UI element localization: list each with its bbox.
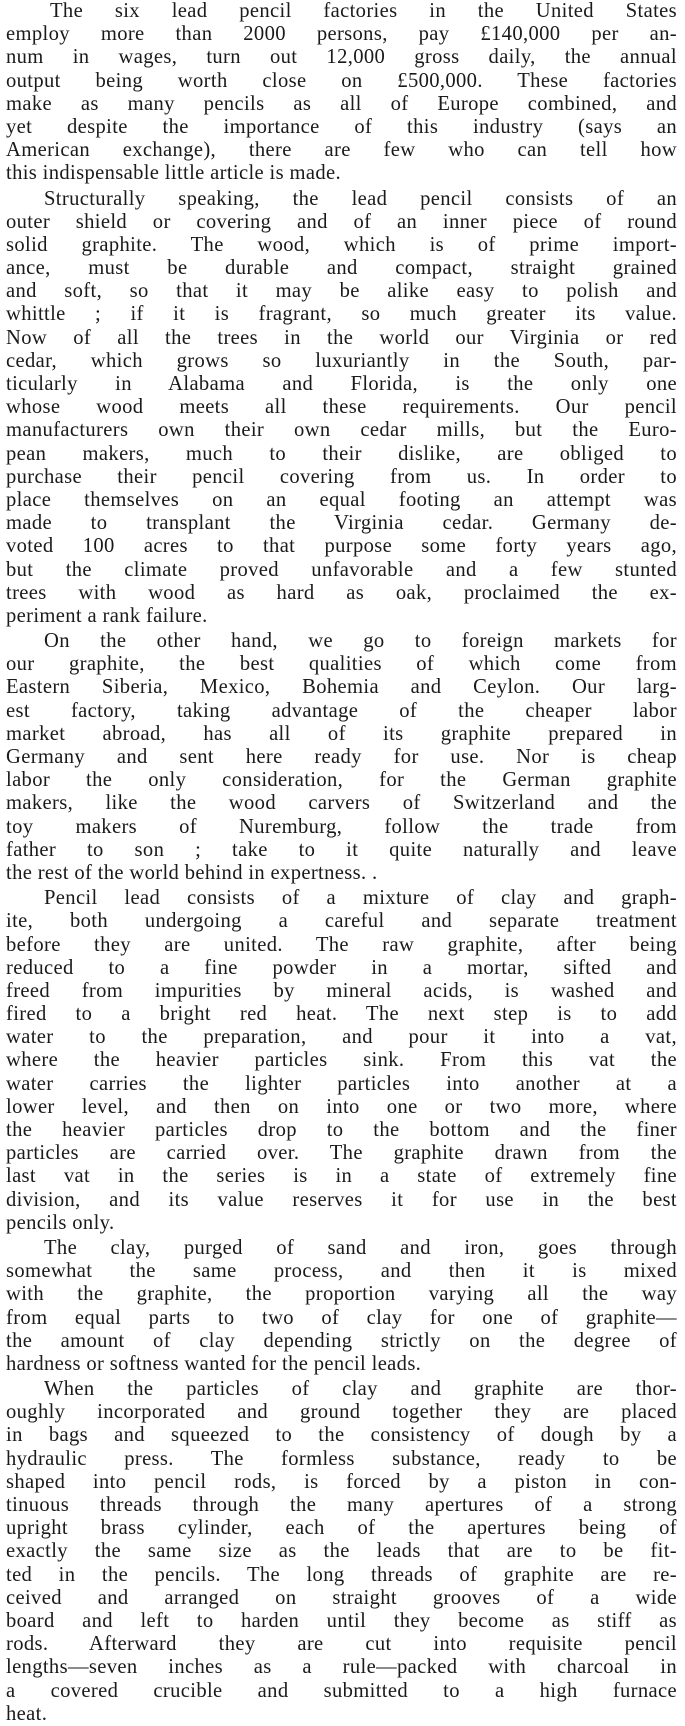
text-line: ticularly in Alabama and Florida, is the only one (6, 373, 677, 395)
text-line: est factory, taking advantage of the cheaper labor (6, 699, 677, 722)
text-line: American exchange), there are few who can tell how (6, 139, 677, 162)
text-line: ance, must be durable and compact, straight grained (6, 257, 677, 280)
text-line: Germany and sent here ready for use. Nor is cheap (6, 746, 677, 768)
text-line: before they are united. The raw graphite, after being (6, 933, 677, 956)
text-line: labor the only consideration, for the German graphite (6, 769, 677, 792)
text-line: Structurally speaking, the lead pencil consists of an (44, 187, 677, 210)
text-line: num in wages, turn out 12,000 gross daily, the annual (6, 46, 677, 69)
text-line: trees with wood as hard as oak, proclaimed the ex- (6, 581, 677, 604)
text-line: fired to a bright red heat. The next step is to add (6, 1003, 677, 1026)
text-line: our graphite, the best qualities of which come from (6, 653, 677, 676)
text-line: reduced to a fine powder in a mortar, sifted and (6, 956, 677, 979)
text-line: the heavier particles drop to the bottom and the finer (6, 1119, 677, 1141)
text-line: ite, both undergoing a careful and separate treatment (6, 910, 677, 933)
text-line: this indispensable little article is made. (6, 162, 341, 185)
text-line: hardness or softness wanted for the pencil leads. (6, 1352, 422, 1375)
text-line: make as many pencils as all of Europe combined, and (6, 92, 677, 115)
text-line: employ more than 2000 persons, pay £140,000 per an- (6, 23, 677, 46)
text-line: and soft, so that it may be alike easy to polish and (6, 280, 677, 303)
text-line: made to transplant the Virginia cedar. Germany de- (6, 512, 677, 535)
text-line: voted 100 acres to that purpose some forty years ago, (6, 535, 677, 558)
text-line: division, and its value reserves it for use in the best (6, 1188, 677, 1211)
text-line: market abroad, has all of its graphite prepared in (6, 722, 677, 745)
text-line: board and left to harden until they become as stiff as (6, 1609, 677, 1632)
paragraph (6, 1237, 677, 1376)
text-line: water carries the lighter particles into another at a (6, 1072, 677, 1095)
text-line: cedar, which grows so luxuriantly in the South, par- (6, 349, 677, 372)
text-line: rods. Afterward they are cut into requisite pencil (6, 1633, 677, 1656)
text-line: whittle ; if it is fragrant, so much greater its value. (6, 303, 677, 326)
text-line: with the graphite, the proportion varying all the way (6, 1283, 677, 1306)
text-line: pencils only. (6, 1211, 115, 1234)
text-line: lower level, and then on into one or two more, where (6, 1095, 677, 1118)
text-line: On the other hand, we go to foreign markets for (44, 630, 677, 653)
text-line: father to son ; take to it quite naturally and leave (6, 838, 677, 861)
text-line: exactly the same size as the leads that are to be fit- (6, 1540, 677, 1563)
paragraph (6, 188, 677, 629)
text-line: water to the preparation, and pour it into a vat, (6, 1026, 677, 1049)
text-line: Now of all the trees in the world our Virginia or red (6, 326, 677, 349)
text-line: but the climate proved unfavorable and a few stunted (6, 558, 677, 581)
text-line: heat. (6, 1702, 48, 1725)
text-line: The clay, purged of sand and iron, goes through (44, 1236, 677, 1259)
text-line: yet despite the importance of this industry (says an (6, 115, 677, 138)
text-line: the rest of the world behind in expertness. . (6, 861, 378, 884)
text-line: last vat in the series is in a state of extremely fine (6, 1165, 677, 1188)
text-line: Pencil lead consists of a mixture of clay and graph- (44, 887, 677, 910)
text-line: in bags and squeezed to the consistency of dough by a (6, 1424, 677, 1447)
text-line: somewhat the same process, and then it is mixed (6, 1260, 677, 1283)
text-line: Eastern Siberia, Mexico, Bohemia and Ceylon. Our larg- (6, 676, 677, 699)
text-line: ceived and arranged on straight grooves of a wide (6, 1586, 677, 1609)
article-body (6, 0, 677, 1726)
text-line: particles are carried over. The graphite drawn from the (6, 1142, 677, 1165)
text-line: ted in the pencils. The long threads of graphite are re- (6, 1563, 677, 1586)
text-line: oughly incorporated and ground together they are placed (6, 1401, 677, 1424)
text-line: hydraulic press. The formless substance, ready to be (6, 1447, 677, 1470)
text-line: from equal parts to two of clay for one of graphite— (6, 1306, 677, 1329)
text-line: outer shield or covering and of an inner piece of round (6, 210, 677, 233)
text-line: a covered crucible and submitted to a high furnace (6, 1679, 677, 1702)
paragraph (6, 630, 677, 885)
text-line: toy makers of Nuremburg, follow the trade from (6, 815, 677, 838)
text-line: upright brass cylinder, each of the apertures being of (6, 1517, 677, 1540)
text-line: freed from impurities by mineral acids, is washed and (6, 979, 677, 1002)
text-line: whose wood meets all these requirements. Our pencil (6, 396, 677, 419)
text-line: The six lead pencil factories in the United States (50, 0, 677, 22)
text-line: solid graphite. The wood, which is of prime import- (6, 233, 677, 256)
text-line: When the particles of clay and graphite are thor- (44, 1378, 677, 1401)
text-line: place themselves on an equal footing an attempt was (6, 488, 677, 511)
text-line: purchase their pencil covering from us. In order to (6, 465, 677, 488)
text-line: output being worth close on £500,000. These factories (6, 69, 677, 92)
text-line: pean makers, much to their dislike, are obliged to (6, 442, 677, 465)
text-line: manufacturers own their own cedar mills, but the Euro- (6, 419, 677, 442)
text-line: makers, like the wood carvers of Switzerland and the (6, 792, 677, 815)
text-line: periment a rank failure. (6, 604, 208, 627)
paragraph (6, 1378, 677, 1726)
text-line: tinuous threads through the many apertures of a strong (6, 1494, 677, 1516)
text-line: shaped into pencil rods, is forced by a piston in con- (6, 1470, 677, 1493)
text-line: where the heavier particles sink. From this vat the (6, 1049, 677, 1072)
text-line: lengths—seven inches as a rule—packed with charcoal in (6, 1656, 677, 1679)
paragraph (6, 887, 677, 1235)
paragraph (6, 0, 677, 186)
text-line: the amount of clay depending strictly on the degree of (6, 1329, 677, 1352)
